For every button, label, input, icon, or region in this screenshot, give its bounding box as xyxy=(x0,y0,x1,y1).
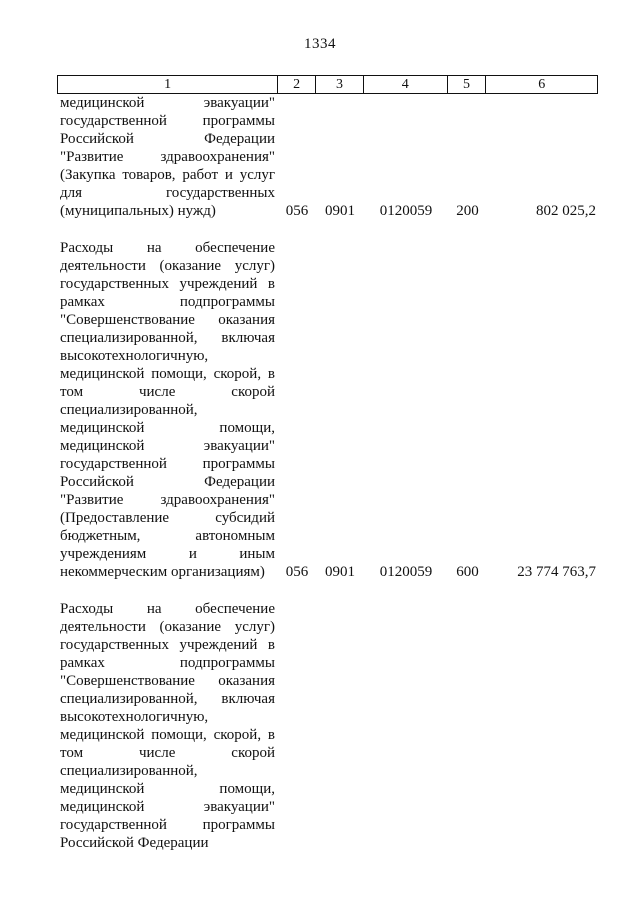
row-description xyxy=(57,94,278,220)
description-line: рамках подпрограммы xyxy=(60,294,275,310)
description-line: специализированной, включая xyxy=(60,330,275,346)
row-value-col-3: 0901 xyxy=(325,203,355,219)
description-line: медицинской помощи, xyxy=(60,420,275,436)
row-value-col-2: 056 xyxy=(285,564,309,580)
description-line: Российской Федерации xyxy=(60,835,209,851)
description-line: высокотехнологичную, xyxy=(60,348,209,364)
table-row xyxy=(57,94,598,220)
description-line: государственной программы xyxy=(60,456,275,472)
row-value-col-4: 0120059 xyxy=(379,564,433,580)
description-line: "Развитие здравоохранения" xyxy=(60,492,275,508)
description-line: (Закупка товаров, работ и услуг xyxy=(60,167,275,183)
row-value-col-5: 600 xyxy=(456,564,479,580)
description-line: учреждениям и иным xyxy=(60,546,275,562)
description-line: государственных учреждений в xyxy=(60,276,275,292)
row-value-col-5: 200 xyxy=(456,203,479,219)
row-value-col-3: 0901 xyxy=(325,564,355,580)
description-line: государственных учреждений в xyxy=(60,637,275,653)
description-line: медицинской эвакуации" xyxy=(60,799,275,815)
budget-table xyxy=(57,75,598,852)
description-line: медицинской помощи, скорой, в xyxy=(60,366,275,382)
description-line: рамках подпрограммы xyxy=(60,655,275,671)
description-line: Расходы на обеспечение xyxy=(60,240,275,256)
description-line: медицинской эвакуации" xyxy=(60,438,275,454)
header-col-2: 2 xyxy=(278,76,316,93)
description-line: деятельности (оказание услуг) xyxy=(60,619,275,635)
description-line: некоммерческим организациям) xyxy=(60,564,265,580)
description-line: "Совершенствование оказания xyxy=(60,312,275,328)
description-line: "Развитие здравоохранения" xyxy=(60,149,275,165)
header-col-3: 3 xyxy=(316,76,364,93)
row-value-col-6: 802 025,2 xyxy=(536,203,596,219)
table-row xyxy=(57,239,598,581)
header-col-1: 1 xyxy=(58,76,278,93)
description-line: бюджетным, автономным xyxy=(60,528,275,544)
header-col-4: 4 xyxy=(364,76,448,93)
description-line: государственной программы xyxy=(60,113,275,129)
row-value-col-6: 23 774 763,7 xyxy=(517,564,596,580)
description-line: Расходы на обеспечение xyxy=(60,601,275,617)
description-line: медицинской помощи, xyxy=(60,781,275,797)
description-line: Российской Федерации xyxy=(60,131,275,147)
row-value-col-2: 056 xyxy=(285,203,309,219)
description-line: "Совершенствование оказания xyxy=(60,673,275,689)
header-col-6: 6 xyxy=(538,77,546,92)
header-col-5: 5 xyxy=(448,76,487,93)
description-line: медицинской помощи, скорой, в xyxy=(60,727,275,743)
description-line: деятельности (оказание услуг) xyxy=(60,258,275,274)
description-line: том числе скорой xyxy=(60,384,275,400)
row-description xyxy=(57,239,278,581)
description-line: специализированной, включая xyxy=(60,691,275,707)
description-line: высокотехнологичную, xyxy=(60,709,209,725)
row-value-col-4: 0120059 xyxy=(379,203,433,219)
description-line: государственной программы xyxy=(60,817,275,833)
description-line: медицинской эвакуации" xyxy=(60,95,275,111)
description-line: специализированной, xyxy=(60,402,198,418)
description-line: специализированной, xyxy=(60,763,198,779)
description-line: Российской Федерации xyxy=(60,474,275,490)
page-number: 1334 xyxy=(304,36,336,52)
description-line: том числе скорой xyxy=(60,745,275,761)
row-description xyxy=(57,600,278,852)
table-body xyxy=(57,94,598,852)
description-line: для государственных xyxy=(60,185,275,201)
description-line: (муниципальных) нужд) xyxy=(60,203,216,219)
table-row xyxy=(57,600,598,852)
table-header xyxy=(57,75,598,94)
description-line: (Предоставление субсидий xyxy=(60,510,275,526)
